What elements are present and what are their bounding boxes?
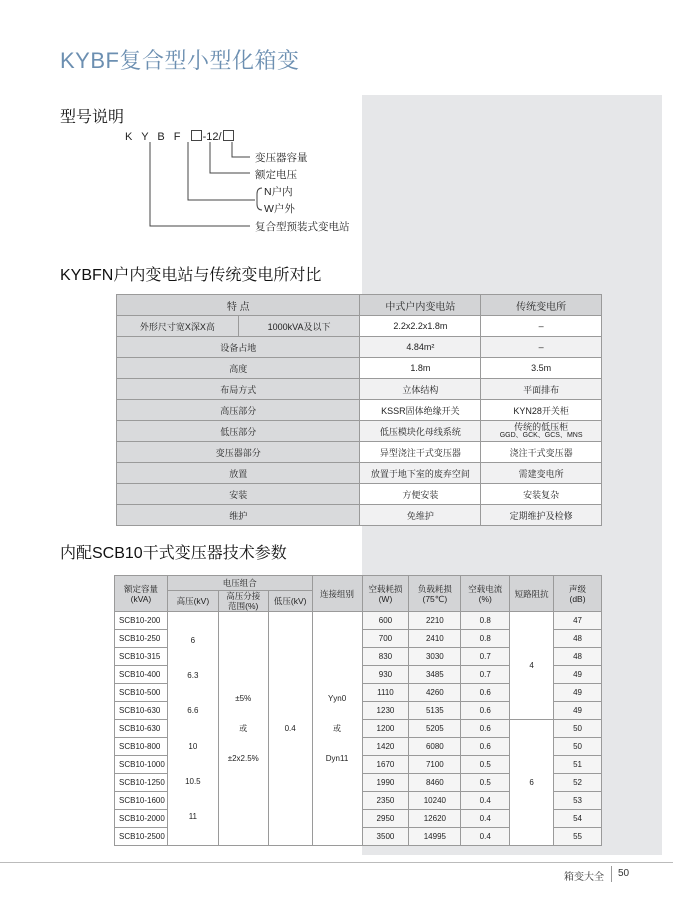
cell-traditional: 3.5m	[481, 358, 602, 379]
cell-noload-loss: 3500	[362, 828, 409, 846]
cell-model: SCB10-400	[115, 666, 168, 684]
table-row	[117, 505, 602, 526]
table-row	[115, 612, 602, 630]
legend-type: 复合型预装式变电站	[255, 221, 350, 233]
cell-indoor: 放置于地下室的废弃空间	[360, 463, 481, 484]
cell-model: SCB10-630	[115, 702, 168, 720]
cell-model: SCB10-630	[115, 720, 168, 738]
hdr-load-loss-label: 负载耗损	[417, 583, 452, 594]
model-code-prefix: K Y B F	[125, 131, 184, 143]
cell-noise: 54	[554, 810, 602, 828]
cell-noise: 51	[554, 756, 602, 774]
cell-traditional: –	[481, 337, 602, 358]
hv-value: 11	[188, 812, 198, 821]
cell-model: SCB10-800	[115, 738, 168, 756]
hdr-noise	[554, 576, 602, 612]
cell-noload-current: 0.4	[461, 810, 510, 828]
row-label: 高压部分	[117, 400, 360, 421]
row-sublabel: 1000kVA及以下	[238, 316, 360, 337]
hdr-capacity-unit: (kVA)	[130, 593, 152, 604]
cell-noload-current: 0.4	[461, 792, 510, 810]
cell-noload-loss: 1990	[362, 774, 409, 792]
spec-header-row	[115, 576, 602, 591]
cell-load-loss: 12620	[409, 810, 461, 828]
conn-value: 或	[333, 724, 342, 733]
col-feature: 特 点	[117, 295, 360, 316]
row-label: 外形尺寸宽X深X高	[117, 316, 239, 337]
cell-traditional: 定期维护及检修	[481, 505, 602, 526]
table-row	[117, 421, 602, 442]
cell-model: SCB10-200	[115, 612, 168, 630]
cell-load-loss: 8460	[409, 774, 461, 792]
cell-indoor: 4.84m²	[360, 337, 481, 358]
cell-model: SCB10-2500	[115, 828, 168, 846]
row-label: 维护	[117, 505, 360, 526]
row-label: 安装	[117, 484, 360, 505]
hdr-tap	[218, 591, 268, 612]
cell-noload-loss: 1670	[362, 756, 409, 774]
hdr-load-loss	[409, 576, 461, 612]
hdr-lv: 低压(kV)	[268, 591, 312, 612]
hdr-voltage-group: 电压组合	[167, 576, 312, 591]
col-indoor: 中式户内变电站	[360, 295, 481, 316]
cell-noload-loss: 700	[362, 630, 409, 648]
hdr-connection: 连接组别	[312, 576, 362, 612]
cell-noload-current: 0.6	[461, 702, 510, 720]
hdr-impedance: 短路阻抗	[510, 576, 554, 612]
cell-impedance-merged: 6	[510, 720, 554, 846]
cell-hv-merged	[167, 612, 218, 846]
page-number: 50	[618, 868, 630, 879]
tap-value: ±5%	[235, 694, 252, 703]
hv-value: 10	[188, 742, 198, 751]
cell-noise: 49	[554, 684, 602, 702]
cell-conn-merged	[312, 612, 362, 846]
cell-model: SCB10-1600	[115, 792, 168, 810]
hdr-noload-current-label: 空载电流	[468, 583, 503, 594]
cell-indoor: KSSR固体绝缘开关	[360, 400, 481, 421]
table-row	[117, 316, 602, 337]
cell-traditional: 需建变电所	[481, 463, 602, 484]
cell-noise: 50	[554, 738, 602, 756]
hdr-noload-loss	[362, 576, 409, 612]
table-header-row	[117, 295, 602, 316]
hv-value: 6.3	[187, 671, 199, 680]
row-label: 低压部分	[117, 421, 360, 442]
cell-lv-merged: 0.4	[268, 612, 312, 846]
hv-value: 6.6	[187, 706, 199, 715]
cell-impedance-merged: 4	[510, 612, 554, 720]
cell-model: SCB10-1250	[115, 774, 168, 792]
cell-model: SCB10-315	[115, 648, 168, 666]
cell-traditional: KYN28开关柜	[481, 400, 602, 421]
cell-noise: 48	[554, 648, 602, 666]
cell-noise: 49	[554, 666, 602, 684]
hdr-tap-label: 高压分接	[226, 591, 261, 601]
tap-value: ±2x2.5%	[227, 754, 259, 763]
table-row	[117, 400, 602, 421]
cell-noload-loss: 1420	[362, 738, 409, 756]
cell-noload-loss: 1200	[362, 720, 409, 738]
hdr-noload-loss-unit: (W)	[378, 593, 393, 604]
cell-traditional: 平面排布	[481, 379, 602, 400]
cell-noload-loss: 1110	[362, 684, 409, 702]
row-label: 变压器部分	[117, 442, 360, 463]
hdr-capacity-label: 额定容量	[123, 583, 158, 594]
cell-load-loss: 2210	[409, 612, 461, 630]
cell-noload-current: 0.5	[461, 756, 510, 774]
cell-noload-current: 0.6	[461, 720, 510, 738]
cell-traditional: –	[481, 316, 602, 337]
cell-indoor: 异型浇注干式变压器	[360, 442, 481, 463]
footer-divider	[0, 862, 673, 863]
cell-noload-current: 0.7	[461, 648, 510, 666]
legend-outdoor: W户外	[264, 203, 295, 215]
cell-load-loss: 3485	[409, 666, 461, 684]
cell-noload-loss: 930	[362, 666, 409, 684]
page-title: KYBF复合型小型化箱变	[60, 48, 300, 73]
cell-load-loss: 14995	[409, 828, 461, 846]
cell-traditional-main: 传统的低压柜	[514, 421, 569, 432]
hv-value: 10.5	[185, 777, 201, 786]
cell-indoor: 方便安装	[360, 484, 481, 505]
tap-value: 或	[239, 724, 248, 733]
cell-indoor: 1.8m	[360, 358, 481, 379]
hdr-tap-unit: 范围(%)	[228, 601, 259, 611]
cell-noload-loss: 600	[362, 612, 409, 630]
cell-load-loss: 5205	[409, 720, 461, 738]
hdr-noise-unit: (dB)	[569, 593, 586, 604]
table-row	[117, 463, 602, 484]
cell-noise: 47	[554, 612, 602, 630]
cell-model: SCB10-500	[115, 684, 168, 702]
table-row	[117, 442, 602, 463]
hdr-noload-loss-label: 空载耗损	[368, 583, 403, 594]
hdr-load-loss-unit: (75℃)	[422, 593, 448, 604]
cell-noload-current: 0.7	[461, 666, 510, 684]
cell-load-loss: 10240	[409, 792, 461, 810]
model-code-mid: -12/	[202, 131, 222, 143]
cell-indoor: 低压模块化母线系统	[360, 421, 481, 442]
legend-capacity: 变压器容量	[255, 152, 308, 164]
conn-value: Yyn0	[327, 694, 347, 703]
table-row	[117, 484, 602, 505]
cell-load-loss: 5135	[409, 702, 461, 720]
cell-traditional	[481, 421, 602, 442]
comparison-table	[116, 294, 602, 526]
model-heading: 型号说明	[60, 109, 125, 126]
hdr-capacity	[115, 576, 168, 612]
table-row	[117, 337, 602, 358]
spec-table	[114, 575, 602, 846]
cell-load-loss: 3030	[409, 648, 461, 666]
footer-label: 箱变大全	[564, 872, 604, 883]
cell-load-loss: 6080	[409, 738, 461, 756]
cell-noload-loss: 830	[362, 648, 409, 666]
cell-model: SCB10-2000	[115, 810, 168, 828]
cell-noload-current: 0.6	[461, 684, 510, 702]
hdr-noload-current-unit: (%)	[478, 593, 492, 604]
spec-heading: 内配SCB10干式变压器技术参数	[60, 545, 287, 562]
cell-noise: 50	[554, 720, 602, 738]
cell-noise: 53	[554, 792, 602, 810]
hdr-hv: 高压(kV)	[167, 591, 218, 612]
row-label: 高度	[117, 358, 360, 379]
row-label: 设备占地	[117, 337, 360, 358]
hdr-noise-label: 声级	[569, 583, 587, 594]
cell-traditional: 安装复杂	[481, 484, 602, 505]
comparison-heading: KYBFN户内变电站与传统变电所对比	[60, 267, 322, 284]
cell-noise: 52	[554, 774, 602, 792]
footer-separator	[611, 866, 612, 882]
cell-noload-current: 0.8	[461, 612, 510, 630]
cell-indoor: 立体结构	[360, 379, 481, 400]
row-label: 布局方式	[117, 379, 360, 400]
conn-value: Dyn11	[325, 754, 349, 763]
cell-load-loss: 7100	[409, 756, 461, 774]
cell-noise: 48	[554, 630, 602, 648]
col-traditional: 传统变电所	[481, 295, 602, 316]
legend-voltage: 额定电压	[255, 169, 297, 181]
cell-noload-loss: 2950	[362, 810, 409, 828]
table-row	[117, 379, 602, 400]
cell-noload-current: 0.6	[461, 738, 510, 756]
cell-model: SCB10-250	[115, 630, 168, 648]
cell-traditional: 浇注干式变压器	[481, 442, 602, 463]
cell-traditional-sub: GGD、GCK、GCS、MNS	[499, 431, 583, 439]
cell-model: SCB10-1000	[115, 756, 168, 774]
table-row	[117, 358, 602, 379]
row-label: 放置	[117, 463, 360, 484]
cell-noload-loss: 1230	[362, 702, 409, 720]
cell-load-loss: 2410	[409, 630, 461, 648]
cell-noload-loss: 2350	[362, 792, 409, 810]
cell-load-loss: 4260	[409, 684, 461, 702]
cell-noise: 55	[554, 828, 602, 846]
cell-indoor: 2.2x2.2x1.8m	[360, 316, 481, 337]
cell-indoor: 免维护	[360, 505, 481, 526]
legend-indoor: N户内	[264, 186, 293, 198]
cell-noise: 49	[554, 702, 602, 720]
cell-noload-current: 0.4	[461, 828, 510, 846]
cell-tap-merged	[218, 612, 268, 846]
hdr-noload-current	[461, 576, 510, 612]
cell-noload-current: 0.5	[461, 774, 510, 792]
hv-value: 6	[190, 636, 196, 645]
cell-noload-current: 0.8	[461, 630, 510, 648]
